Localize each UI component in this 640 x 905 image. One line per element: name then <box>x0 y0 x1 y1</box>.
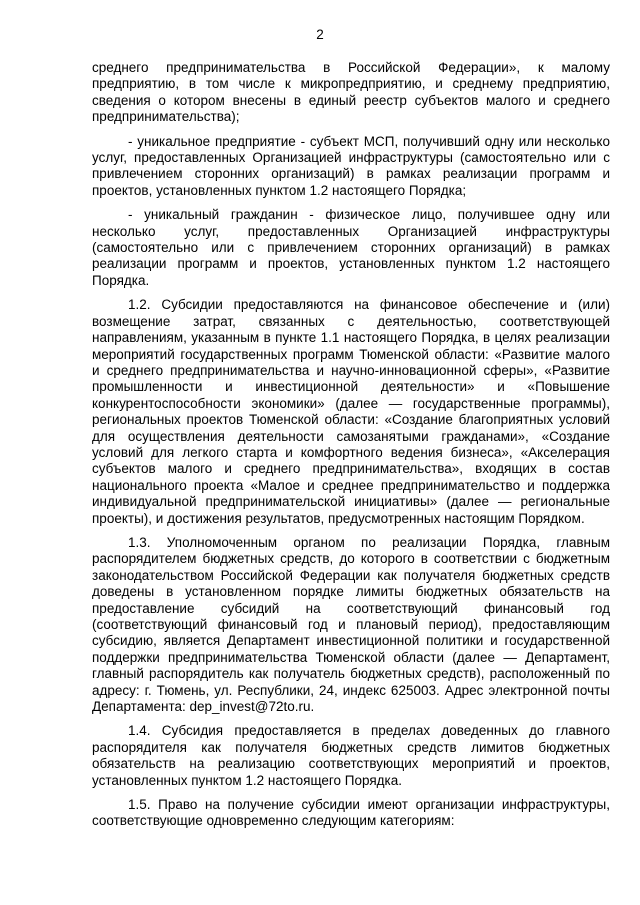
document-body <box>92 60 610 838</box>
paragraph-continuation: среднего предпринимательства в Российской Федерации», к малому предприятию, в том числе к микропредприятию, и среднему предприятию, сведения о котором внесены в единый реестр субъектов малого и среднего предпринимательства); <box>92 60 610 125</box>
paragraph-1-4: 1.4. Субсидия предоставляется в пределах доведенных до главного распорядителя как получателя бюджетных средств лимитов бюджетных обязательств на реализацию соответствующих мероприятий и проектов, установленных пунктом 1.2 настоящего Порядка. <box>92 723 610 788</box>
paragraph-unique-citizen: - уникальный гражданин - физическое лицо, получившее одну или несколько услуг, предоставленных Организацией инфраструктуры (самостоятельно или с привлечением сторонних организаций) в рамках реализации программ и проектов, установленных пунктом 1.2 настоящего Порядка. <box>92 207 610 288</box>
paragraph-1-5: 1.5. Право на получение субсидии имеют организации инфраструктуры, соответствующие одновременно следующим категориям: <box>92 797 610 829</box>
paragraph-1-2: 1.2. Субсидии предоставляются на финансовое обеспечение и (или) возмещение затрат, связанных с деятельностью, соответствующей направлениям, указанным в пункте 1.1 настоящего Порядка, в целях реализации мероприятий государственных программ Тюменской области: «Развитие малого и среднего предпринимательства и научно-инновационной сферы», «Развитие промышленности и инвестиционной деятельности» и «Повышение конкурентоспособности экономики» (далее — государственные программы), региональных проектов Тюменской области: «Создание благоприятных условий для осуществления деятельности самозанятыми гражданами», «Создание условий для легкого старта и комфортного ведения бизнеса», «Акселерация субъектов малого и среднего предпринимательства», входящих в состав национального проекта «Малое и среднее предпринимательство и поддержка индивидуальной предпринимательской инициативы» (далее — региональные проекты), и достижения результатов, предусмотренных настоящим Порядком. <box>92 297 610 526</box>
page-number: 2 <box>316 27 324 42</box>
paragraph-1-3: 1.3. Уполномоченным органом по реализации Порядка, главным распорядителем бюджетных средств, до которого в соответствии с бюджетным законодательством Российской Федерации как получателя бюджетных средств доведены в установленном порядке лимиты бюджетных обязательств на предоставление субсидий на соответствующий финансовый год (соответствующий финансовый год и плановый период), предоставляющим субсидию, является Департамент инвестиционной политики и государственной поддержки предпринимательства Тюменской области (далее — Департамент, главный распорядитель как получатель бюджетных средств), расположенный по адресу: г. Тюмень, ул. Республики, 24, индекс 625003. Адрес электронной почты Департамента: dep_invest@72to.ru. <box>92 534 610 715</box>
paragraph-unique-enterprise: - уникальное предприятие - субъект МСП, получивший одну или несколько услуг, предоставленных Организацией инфраструктуры (самостоятельно или с привлечением сторонних организаций) в рамках реализации программ и проектов, установленных пунктом 1.2 настоящего Порядка; <box>92 133 610 198</box>
